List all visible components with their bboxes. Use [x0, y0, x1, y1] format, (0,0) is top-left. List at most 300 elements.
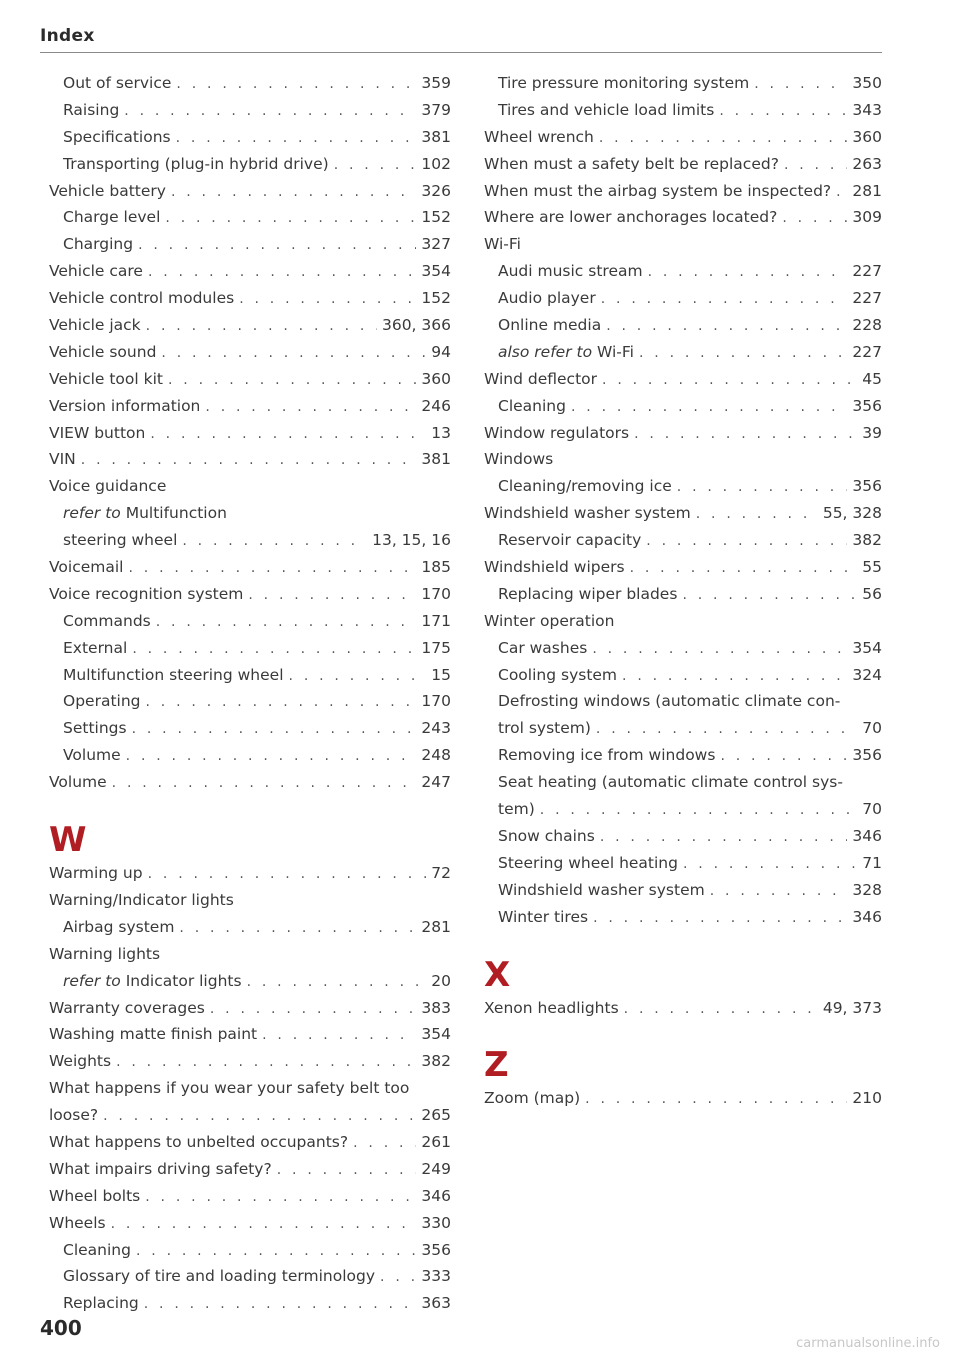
index-entry	[49, 397, 451, 424]
entry-term	[498, 639, 587, 657]
page-reference: 152	[421, 289, 451, 308]
entry-term-text: Windshield washer system	[484, 504, 691, 523]
entry-term-text: Vehicle care	[49, 262, 143, 281]
entry-term	[484, 1089, 580, 1107]
index-subentry	[484, 746, 882, 773]
entry-term-text: Window regulators	[484, 423, 630, 442]
entry-term	[63, 531, 177, 549]
entry-term	[484, 612, 614, 630]
index-entry	[49, 945, 451, 972]
index-entry	[484, 1089, 882, 1116]
dot-leader	[81, 452, 417, 468]
dot-leader	[630, 560, 858, 576]
entry-term-text: Wi-Fi	[484, 235, 521, 254]
entry-term	[63, 101, 119, 119]
entry-term-text: Defrosting windows (automatic climate con-	[498, 692, 841, 711]
index-subentry	[484, 316, 882, 343]
index-entry	[49, 999, 451, 1026]
index-entry	[484, 558, 882, 585]
entry-term-text: Xenon headlights	[484, 998, 619, 1017]
entry-term-text: Winter operation	[484, 611, 615, 630]
dot-leader	[168, 372, 416, 388]
page-reference: 55, 328	[822, 504, 882, 523]
dot-leader	[136, 1243, 416, 1259]
entry-term-text: Cleaning	[498, 396, 566, 415]
index-entry	[484, 128, 882, 155]
page-reference: 246	[421, 396, 451, 415]
dot-leader	[111, 1216, 417, 1232]
dot-leader	[112, 775, 417, 791]
entry-term	[484, 155, 779, 173]
entry-term	[498, 692, 840, 710]
page-reference: 261	[421, 1132, 451, 1151]
dot-leader	[132, 641, 416, 657]
index-entry	[484, 208, 882, 235]
entry-term-text: Charging	[63, 235, 134, 254]
index-entry	[49, 773, 451, 800]
index-entry	[484, 235, 882, 262]
entry-term	[484, 424, 629, 442]
dot-leader	[156, 614, 417, 630]
page-reference: 210	[852, 1089, 882, 1108]
index-entry	[49, 864, 451, 891]
dot-leader	[148, 866, 427, 882]
entry-term-text: Wind deflector	[484, 369, 598, 388]
page-reference: 15	[431, 665, 451, 684]
page-reference: 170	[421, 584, 451, 603]
entry-term	[63, 1267, 375, 1285]
entry-term-text: Car washes	[498, 638, 588, 657]
index-entry	[484, 450, 882, 477]
entry-term-text: Glossary of tire and loading terminology	[63, 1267, 376, 1286]
index-subentry	[49, 531, 451, 558]
page-reference: 382	[421, 1052, 451, 1071]
entry-term	[49, 450, 76, 468]
dot-leader	[592, 641, 847, 657]
dot-leader	[754, 76, 847, 92]
dot-leader	[602, 372, 857, 388]
entry-term	[498, 101, 714, 119]
index-subentry	[49, 972, 451, 999]
entry-term-text: Wheel wrench	[484, 127, 594, 146]
entry-term	[49, 262, 143, 280]
page-reference: 360	[852, 127, 882, 146]
page-reference: 71	[862, 853, 882, 872]
index-entry	[484, 182, 882, 209]
page-reference: 309	[852, 208, 882, 227]
entry-term	[63, 74, 171, 92]
index-subentry	[49, 208, 451, 235]
header-title: Index	[40, 26, 95, 46]
entry-term-text: Windshield washer system	[498, 880, 705, 899]
entry-term	[484, 235, 521, 253]
index-entry	[49, 316, 451, 343]
entry-term-text: Windows	[484, 450, 554, 469]
entry-term	[484, 450, 553, 468]
page-reference: 281	[421, 917, 451, 936]
index-subentry	[484, 74, 882, 101]
dot-leader	[601, 291, 848, 307]
entry-term	[49, 1214, 106, 1232]
entry-term-text: Windshield wipers	[484, 558, 625, 577]
dot-leader	[380, 1269, 416, 1285]
entry-term	[49, 343, 156, 361]
entry-term	[498, 262, 643, 280]
entry-term-text: Warning lights	[49, 944, 161, 963]
index-entry	[484, 612, 882, 639]
entry-term-text: Steering wheel heating	[498, 853, 678, 872]
entry-term	[49, 477, 166, 495]
index-subentry	[49, 719, 451, 746]
entry-term-text: Wi-Fi	[597, 342, 634, 361]
entry-term-text: Audio player	[498, 289, 596, 308]
dot-leader	[161, 345, 426, 361]
entry-term	[498, 800, 535, 818]
dot-leader	[782, 210, 847, 226]
index-subentry	[49, 235, 451, 262]
dot-leader	[682, 587, 857, 603]
dot-leader	[571, 399, 847, 415]
entry-term	[63, 128, 171, 146]
dot-leader	[648, 264, 848, 280]
entry-term-text: Replacing wiper blades	[498, 584, 678, 603]
entry-term	[49, 558, 123, 576]
index-subentry	[484, 827, 882, 854]
entry-term	[63, 1294, 139, 1312]
entry-term-text: Snow chains	[498, 826, 595, 845]
page-reference: 333	[421, 1267, 451, 1286]
entry-term	[49, 585, 243, 603]
page-reference: 247	[421, 773, 451, 792]
section-letter: Z	[484, 1045, 509, 1086]
index-entry	[49, 1025, 451, 1052]
index-subentry	[484, 800, 882, 827]
entry-term	[49, 1187, 140, 1205]
dot-leader	[540, 802, 858, 818]
page-reference: 356	[852, 746, 882, 765]
index-subentry	[484, 101, 882, 128]
entry-term	[498, 719, 591, 737]
entry-term	[484, 128, 594, 146]
dot-leader	[262, 1027, 416, 1043]
index-entry	[484, 370, 882, 397]
page-reference: 263	[852, 154, 882, 173]
cross-reference-label: refer to	[63, 971, 121, 990]
dot-leader	[289, 668, 427, 684]
page-reference: 72	[431, 864, 451, 883]
entry-term	[63, 746, 121, 764]
index-entry	[49, 891, 451, 918]
entry-term	[63, 1241, 131, 1259]
index-subentry	[484, 908, 882, 935]
dot-leader	[239, 291, 416, 307]
entry-term-text: Weights	[49, 1052, 112, 1071]
index-subentry	[484, 692, 882, 719]
entry-term	[49, 891, 234, 909]
page-reference: 39	[862, 423, 882, 442]
index-subentry	[49, 1294, 451, 1321]
entry-term	[498, 881, 705, 899]
entry-term	[498, 746, 715, 764]
page-reference: 70	[862, 800, 882, 819]
page-reference: 248	[421, 746, 451, 765]
dot-leader	[132, 721, 417, 737]
dot-leader	[334, 157, 417, 173]
index-column-left	[49, 74, 451, 1321]
page-reference: 343	[852, 100, 882, 119]
dot-leader	[148, 264, 416, 280]
index-subentry	[484, 719, 882, 746]
dot-leader	[116, 1054, 416, 1070]
cross-reference-label: also refer to	[498, 342, 593, 361]
dot-leader	[677, 479, 848, 495]
dot-leader	[606, 318, 847, 334]
page-reference: 354	[421, 1025, 451, 1044]
entry-term-text: Audi music stream	[498, 262, 643, 281]
entry-term	[498, 666, 617, 684]
entry-term-text: Where are lower anchorages located?	[484, 208, 778, 227]
index-subentry	[49, 746, 451, 773]
page-reference: 171	[421, 611, 451, 630]
section-letter: X	[484, 954, 511, 995]
entry-term-text: Vehicle sound	[49, 342, 157, 361]
index-subentry	[49, 504, 451, 531]
header-divider	[40, 52, 882, 53]
index-subentry	[484, 773, 882, 800]
entry-term-text: Multifunction steering wheel	[63, 665, 284, 684]
entry-term	[498, 343, 634, 361]
index-entry	[484, 999, 882, 1026]
dot-leader	[696, 506, 818, 522]
dot-leader	[205, 399, 416, 415]
index-entry	[49, 343, 451, 370]
dot-leader	[146, 318, 377, 334]
page-reference: 170	[421, 692, 451, 711]
page-reference: 346	[852, 826, 882, 845]
entry-term-text: Charge level	[63, 208, 161, 227]
index-subentry	[49, 101, 451, 128]
dot-leader	[179, 920, 416, 936]
entry-term	[498, 773, 843, 791]
index-entry	[49, 424, 451, 451]
entry-term-text: Volume	[49, 773, 107, 792]
entry-term-text: Warranty coverages	[49, 998, 205, 1017]
page-reference: 185	[421, 558, 451, 577]
dot-leader	[150, 426, 426, 442]
entry-term	[63, 666, 284, 684]
entry-term-text: When must a safety belt be replaced?	[484, 154, 779, 173]
page-reference: 360	[421, 369, 451, 388]
entry-term	[498, 316, 601, 334]
page-reference: 383	[421, 998, 451, 1017]
entry-term-text: Airbag system	[63, 917, 175, 936]
index-subentry	[49, 666, 451, 693]
dot-leader	[126, 748, 417, 764]
dot-leader	[639, 345, 847, 361]
dot-leader	[596, 721, 857, 737]
index-entry	[49, 1133, 451, 1160]
page-reference: 249	[421, 1159, 451, 1178]
page-reference: 381	[421, 450, 451, 469]
index-entry	[484, 155, 882, 182]
entry-term	[498, 827, 595, 845]
dot-leader	[646, 533, 847, 549]
entry-term-text: Cleaning	[63, 1240, 131, 1259]
page-reference: 328	[852, 880, 882, 899]
index-column-right	[484, 74, 882, 1116]
page-reference: 55	[862, 558, 882, 577]
page-reference: 356	[852, 477, 882, 496]
index-entry	[49, 450, 451, 477]
entry-term-text: Version information	[49, 396, 201, 415]
entry-term-text: Cleaning/removing ice	[498, 477, 672, 496]
index-subentry	[484, 343, 882, 370]
entry-term	[63, 155, 329, 173]
index-entry	[49, 1187, 451, 1214]
page-reference: 356	[421, 1240, 451, 1259]
entry-term	[63, 208, 160, 226]
index-subentry	[484, 289, 882, 316]
entry-term	[484, 370, 597, 388]
entry-term-text: Reservoir capacity	[498, 531, 642, 550]
entry-term-text: What happens to unbelted occupants?	[49, 1132, 349, 1151]
index-subentry	[484, 666, 882, 693]
entry-term-text: Voice recognition system	[49, 584, 244, 603]
index-subentry	[484, 531, 882, 558]
entry-term-text: When must the airbag system be inspected?	[484, 181, 832, 200]
page-reference: 70	[862, 719, 882, 738]
entry-term-text: Cooling system	[498, 665, 618, 684]
entry-term	[498, 397, 566, 415]
page-reference: 356	[852, 396, 882, 415]
entry-term-text: Settings	[63, 719, 127, 738]
entry-term	[63, 972, 242, 990]
index-entry	[49, 477, 451, 504]
page-reference: 102	[421, 154, 451, 173]
index-entry	[484, 504, 882, 531]
dot-leader	[176, 76, 416, 92]
dot-leader	[144, 1296, 417, 1312]
page-reference: 227	[852, 289, 882, 308]
entry-term-text: VIEW button	[49, 423, 146, 442]
dot-leader	[277, 1162, 417, 1178]
entry-term	[49, 397, 200, 415]
entry-term	[63, 692, 141, 710]
index-entry	[49, 370, 451, 397]
page-reference: 330	[421, 1213, 451, 1232]
entry-term-text: Wheels	[49, 1213, 106, 1232]
entry-term-text: Operating	[63, 692, 141, 711]
entry-term-text: VIN	[49, 450, 76, 469]
dot-leader	[124, 103, 416, 119]
page-reference: 346	[421, 1186, 451, 1205]
page-reference: 56	[862, 584, 882, 603]
entry-term	[49, 1079, 409, 1097]
dot-leader	[593, 910, 847, 926]
index-subentry	[49, 74, 451, 101]
index-entry	[484, 424, 882, 451]
page-reference: 227	[852, 342, 882, 361]
entry-term	[49, 1160, 272, 1178]
entry-term-text: Volume	[63, 746, 121, 765]
dot-leader	[171, 184, 416, 200]
index-entry	[49, 182, 451, 209]
dot-leader	[248, 587, 416, 603]
entry-term	[49, 182, 166, 200]
index-subentry	[484, 639, 882, 666]
entry-term	[49, 370, 163, 388]
entry-term-text: Warming up	[49, 864, 143, 883]
index-subentry	[484, 477, 882, 504]
index-subentry	[49, 639, 451, 666]
entry-term-text: Warning/Indicator lights	[49, 890, 234, 909]
page-reference: 346	[852, 907, 882, 926]
dot-leader	[145, 1189, 416, 1205]
entry-term-text: What impairs driving safety?	[49, 1159, 272, 1178]
entry-term-text: Vehicle jack	[49, 316, 141, 335]
entry-term-text: Commands	[63, 611, 151, 630]
section-letter: W	[49, 820, 87, 861]
entry-term	[49, 1133, 348, 1151]
entry-term	[49, 773, 107, 791]
dot-leader	[683, 856, 857, 872]
entry-term	[498, 74, 749, 92]
entry-term-text: tem)	[498, 800, 535, 819]
dot-leader	[353, 1135, 416, 1151]
entry-term	[49, 424, 145, 442]
dot-leader	[600, 829, 848, 845]
page-reference: 281	[852, 181, 882, 200]
entry-term	[49, 1106, 98, 1124]
dot-leader	[247, 974, 427, 990]
entry-term-text: Vehicle control modules	[49, 289, 235, 308]
page-reference: 326	[421, 181, 451, 200]
entry-term	[484, 504, 691, 522]
entry-term	[498, 854, 678, 872]
index-subentry	[49, 612, 451, 639]
entry-term	[63, 918, 174, 936]
page-reference: 379	[421, 100, 451, 119]
index-subentry	[49, 918, 451, 945]
page-reference: 327	[421, 235, 451, 254]
dot-leader	[585, 1091, 847, 1107]
entry-term-text: Out of service	[63, 74, 172, 92]
entry-term-text: Voicemail	[49, 558, 124, 577]
dot-leader	[165, 210, 416, 226]
entry-term-text: Wheel bolts	[49, 1186, 141, 1205]
entry-term	[498, 531, 641, 549]
dot-leader	[210, 1001, 417, 1017]
entry-term-text: Indicator lights	[125, 971, 242, 990]
entry-term-text: loose?	[49, 1106, 99, 1125]
dot-leader	[710, 883, 848, 899]
page-reference: 363	[421, 1294, 451, 1313]
index-subentry	[49, 155, 451, 182]
entry-term-text: Online media	[498, 316, 602, 335]
index-subentry	[49, 1241, 451, 1268]
entry-term-text: Vehicle tool kit	[49, 369, 163, 388]
page-reference: 360, 366	[381, 316, 451, 335]
index-subentry	[49, 692, 451, 719]
entry-term	[63, 235, 133, 253]
index-subentry	[484, 854, 882, 881]
page-reference: 20	[431, 971, 451, 990]
page-reference: 354	[421, 262, 451, 281]
entry-term	[49, 1025, 257, 1043]
entry-term	[63, 719, 127, 737]
index-entry	[49, 558, 451, 585]
entry-term	[49, 316, 141, 334]
